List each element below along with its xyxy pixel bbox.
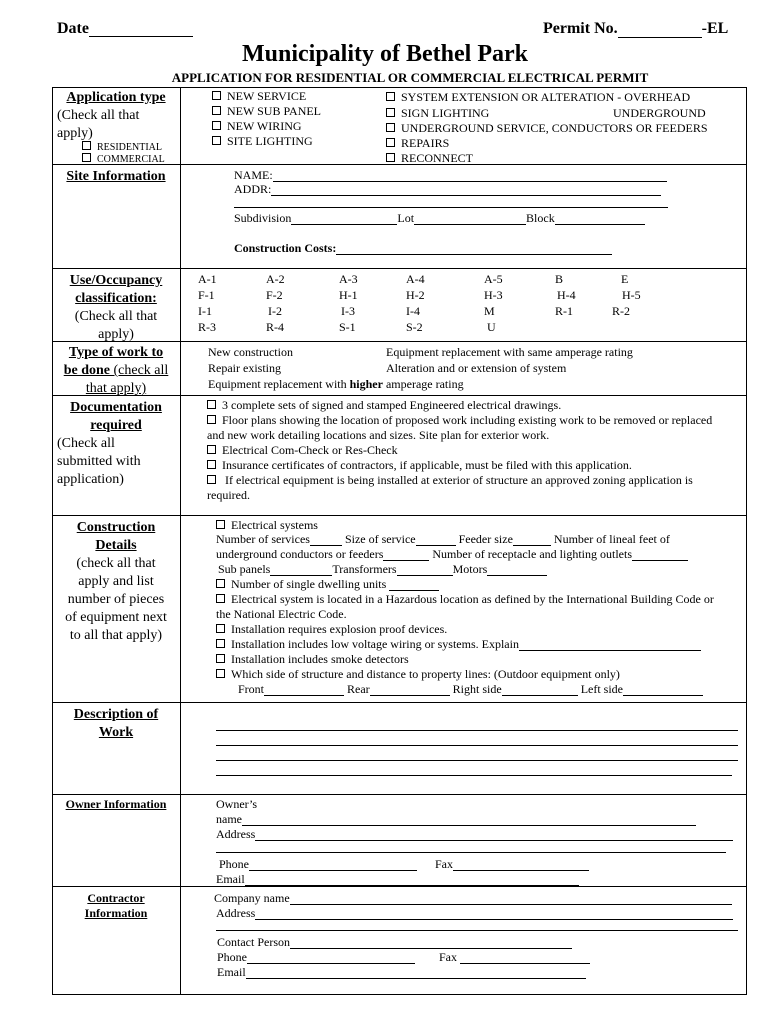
doc-floor-plans[interactable]: Floor plans showing the location of proposed work including existing work to be removed or replaced bbox=[207, 413, 712, 427]
use-occupancy-note: (Check all that bbox=[74, 309, 158, 324]
checkbox[interactable] bbox=[386, 108, 395, 117]
distance-row[interactable]: Front Rear Right side Left side bbox=[238, 682, 703, 696]
description-line[interactable] bbox=[216, 730, 738, 731]
app-type-underground-service[interactable]: UNDERGROUND SERVICE, CONDUCTORS OR FEEDERS bbox=[386, 121, 708, 135]
checkbox[interactable] bbox=[207, 400, 216, 409]
site-address-line-2[interactable] bbox=[234, 207, 668, 208]
contractor-email-field[interactable]: Email bbox=[217, 965, 586, 979]
occupancy-code[interactable]: F-1 bbox=[198, 288, 215, 302]
checkbox[interactable] bbox=[216, 624, 225, 633]
construction-details-heading: Construction bbox=[76, 520, 156, 535]
contractor-phone-fax[interactable]: Phone Fax bbox=[217, 950, 590, 964]
checkbox[interactable] bbox=[82, 141, 91, 150]
description-line[interactable] bbox=[216, 775, 732, 776]
description-line[interactable] bbox=[216, 745, 738, 746]
commercial-option[interactable]: COMMERCIAL bbox=[82, 153, 165, 166]
doc-insurance[interactable]: Insurance certificates of contractors, if applicable, must be filed with this application. bbox=[207, 458, 632, 472]
occupancy-code[interactable]: H-2 bbox=[406, 288, 425, 302]
checkbox[interactable] bbox=[386, 138, 395, 147]
occupancy-code[interactable]: R-4 bbox=[266, 320, 284, 334]
app-type-new-wiring[interactable]: NEW WIRING bbox=[212, 119, 302, 133]
owner-address-line-2[interactable] bbox=[216, 852, 726, 853]
site-subdivision-field[interactable]: Subdivision Lot Block bbox=[234, 211, 645, 225]
app-type-system-extension[interactable]: SYSTEM EXTENSION OR ALTERATION - OVERHEAD bbox=[386, 90, 690, 104]
permit-number-field[interactable] bbox=[618, 26, 702, 38]
type-of-work-heading-3: that apply) bbox=[85, 381, 147, 396]
owner-name-field[interactable]: name bbox=[216, 812, 696, 826]
documentation-note: (Check all bbox=[57, 436, 115, 451]
page-title: Municipality of Bethel Park bbox=[242, 41, 528, 67]
construction-note-5: to all that apply) bbox=[69, 628, 163, 643]
occupancy-code[interactable]: H-3 bbox=[484, 288, 503, 302]
occupancy-code[interactable]: A-4 bbox=[406, 272, 425, 286]
owner-label: Owner’s bbox=[216, 797, 258, 811]
checkbox[interactable] bbox=[207, 415, 216, 424]
checkbox[interactable] bbox=[216, 654, 225, 663]
checkbox[interactable] bbox=[386, 123, 395, 132]
occupancy-code[interactable]: F-2 bbox=[266, 288, 283, 302]
occupancy-code[interactable]: A-2 bbox=[266, 272, 285, 286]
site-name-field[interactable]: NAME: bbox=[234, 168, 667, 182]
owner-email-field[interactable]: Email bbox=[216, 872, 579, 886]
checkbox[interactable] bbox=[216, 520, 225, 529]
use-occupancy-note-2: apply) bbox=[98, 327, 134, 342]
company-name-field[interactable]: Company name bbox=[214, 891, 732, 905]
work-replace-higher[interactable]: Equipment replacement with higher amperage rating bbox=[208, 377, 464, 391]
app-type-site-lighting[interactable]: SITE LIGHTING bbox=[212, 134, 313, 148]
site-information-heading: Site Information bbox=[66, 169, 166, 184]
residential-option[interactable]: RESIDENTIAL bbox=[82, 141, 162, 154]
checkbox[interactable] bbox=[212, 136, 221, 145]
date-field[interactable] bbox=[89, 25, 193, 37]
occupancy-code[interactable]: H-5 bbox=[622, 288, 641, 302]
occupancy-code[interactable]: R-2 bbox=[612, 304, 630, 318]
checkbox[interactable] bbox=[207, 460, 216, 469]
occupancy-code[interactable]: I-2 bbox=[268, 304, 282, 318]
application-type-note: (Check all that bbox=[57, 108, 140, 123]
owner-information-heading: Owner Information bbox=[65, 797, 167, 811]
type-of-work-heading: Type of work to bbox=[68, 345, 164, 360]
doc-floor-plans-cont: and new work detailing locations and sizes. Site plan for exterior work. bbox=[207, 428, 550, 442]
app-type-new-service[interactable]: NEW SERVICE bbox=[212, 89, 306, 103]
contractor-information-heading: Contractor bbox=[87, 891, 145, 905]
occupancy-code[interactable]: S-1 bbox=[339, 320, 356, 334]
description-line[interactable] bbox=[216, 760, 738, 761]
checkbox[interactable] bbox=[216, 639, 225, 648]
documentation-note-3: application) bbox=[57, 472, 124, 487]
dwelling-units[interactable]: Number of single dwelling units bbox=[216, 577, 439, 591]
documentation-heading-2: required bbox=[90, 418, 142, 433]
application-type-note-2: apply) bbox=[57, 126, 93, 141]
occupancy-code[interactable]: S-2 bbox=[406, 320, 423, 334]
type-of-work-heading-2: be done (check all bbox=[63, 363, 169, 378]
description-heading-2: Work bbox=[98, 725, 134, 740]
documentation-heading: Documentation bbox=[70, 400, 162, 415]
app-type-sign-lighting[interactable]: SIGN LIGHTING bbox=[386, 106, 489, 120]
permit-number: Permit No. -EL bbox=[543, 20, 729, 37]
electrical-systems[interactable]: Electrical systems bbox=[216, 518, 318, 532]
occupancy-code[interactable]: I-1 bbox=[198, 304, 212, 318]
occupancy-code[interactable]: H-1 bbox=[339, 288, 358, 302]
occupancy-code[interactable]: R-3 bbox=[198, 320, 216, 334]
checkbox[interactable] bbox=[212, 121, 221, 130]
occupancy-code[interactable]: A-3 bbox=[339, 272, 358, 286]
checkbox[interactable] bbox=[216, 669, 225, 678]
doc-com-check[interactable]: Electrical Com-Check or Res-Check bbox=[207, 443, 398, 457]
app-type-repairs[interactable]: REPAIRS bbox=[386, 136, 449, 150]
construction-details-heading-2: Details bbox=[95, 538, 137, 553]
occupancy-code[interactable]: U bbox=[487, 320, 496, 334]
work-new-construction[interactable]: New construction bbox=[208, 345, 293, 359]
construction-note-3: number of pieces bbox=[67, 592, 165, 607]
app-type-reconnect[interactable]: RECONNECT bbox=[386, 151, 473, 165]
app-type-new-sub-panel[interactable]: NEW SUB PANEL bbox=[212, 104, 321, 118]
structure-side[interactable]: Which side of structure and distance to property lines: (Outdoor equipment only) bbox=[216, 667, 620, 681]
description-heading: Description of bbox=[73, 707, 159, 722]
construction-costs-field[interactable]: Construction Costs: bbox=[234, 241, 612, 255]
checkbox[interactable] bbox=[207, 445, 216, 454]
doc-zoning-cont: required. bbox=[207, 488, 250, 502]
hazardous-location-cont: the National Electric Code. bbox=[216, 607, 347, 621]
work-replace-same[interactable]: Equipment replacement with same amperage rating bbox=[386, 345, 633, 359]
owner-phone-fax[interactable]: Phone Fax bbox=[219, 857, 589, 871]
panels-row[interactable]: Sub panels Transformers Motors bbox=[218, 562, 547, 576]
use-occupancy-heading-2: classification: bbox=[75, 291, 157, 306]
doc-engineered-drawings[interactable]: 3 complete sets of signed and stamped Engineered electrical drawings. bbox=[207, 398, 561, 412]
checkbox[interactable] bbox=[212, 106, 221, 115]
occupancy-code[interactable]: E bbox=[621, 272, 629, 286]
checkbox[interactable] bbox=[386, 92, 395, 101]
doc-zoning[interactable]: If electrical equipment is being installed at exterior of structure an approved zoning application is bbox=[207, 473, 693, 487]
contact-person-field[interactable]: Contact Person bbox=[217, 935, 572, 949]
services-row[interactable]: Number of services Size of service Feeder size Number of lineal feet of bbox=[216, 532, 670, 546]
work-alteration[interactable]: Alteration and or extension of system bbox=[386, 361, 567, 375]
documentation-note-2: submitted with bbox=[57, 454, 141, 469]
contractor-address-field[interactable]: Address bbox=[216, 906, 733, 920]
use-occupancy-heading: Use/Occupancy bbox=[69, 273, 163, 288]
application-type-heading: Application type bbox=[66, 90, 166, 105]
checkbox[interactable] bbox=[82, 153, 91, 162]
occupancy-code[interactable]: B bbox=[555, 272, 564, 286]
contractor-information-heading-2: Information bbox=[84, 906, 148, 920]
occupancy-code[interactable]: I-3 bbox=[341, 304, 355, 318]
occupancy-code[interactable]: R-1 bbox=[555, 304, 573, 318]
low-voltage[interactable]: Installation includes low voltage wiring or systems. Explain bbox=[216, 637, 701, 651]
site-address-field[interactable]: ADDR: bbox=[234, 182, 661, 196]
underground-label: UNDERGROUND bbox=[613, 106, 706, 120]
page-subtitle: APPLICATION FOR RESIDENTIAL OR COMMERCIAL ELECTRICAL PERMIT bbox=[171, 70, 649, 85]
checkbox[interactable] bbox=[207, 475, 216, 484]
checkbox[interactable] bbox=[386, 153, 395, 162]
checkbox[interactable] bbox=[212, 91, 221, 100]
underground-row[interactable]: underground conductors or feeders Number of receptacle and lighting outlets bbox=[216, 547, 688, 561]
occupancy-code[interactable]: I-4 bbox=[406, 304, 420, 318]
occupancy-code[interactable]: H-4 bbox=[557, 288, 576, 302]
occupancy-code[interactable]: M bbox=[484, 304, 495, 318]
hazardous-location[interactable]: Electrical system is located in a Hazardous location as defined by the International Building Code or bbox=[216, 592, 714, 606]
occupancy-code[interactable]: A-5 bbox=[484, 272, 503, 286]
construction-note-4: of equipment next bbox=[65, 610, 167, 625]
owner-address-field[interactable]: Address bbox=[216, 827, 733, 841]
occupancy-code[interactable]: A-1 bbox=[198, 272, 217, 286]
checkbox[interactable] bbox=[216, 579, 225, 588]
explosion-proof[interactable]: Installation requires explosion proof devices. bbox=[216, 622, 447, 636]
contractor-address-line-2[interactable] bbox=[216, 930, 738, 931]
checkbox[interactable] bbox=[216, 594, 225, 603]
construction-note-1: (check all that bbox=[76, 556, 156, 571]
construction-note-2: apply and list bbox=[78, 574, 154, 589]
smoke-detectors[interactable]: Installation includes smoke detectors bbox=[216, 652, 409, 666]
work-repair-existing[interactable]: Repair existing bbox=[208, 361, 281, 375]
date-label: Date bbox=[57, 20, 193, 37]
